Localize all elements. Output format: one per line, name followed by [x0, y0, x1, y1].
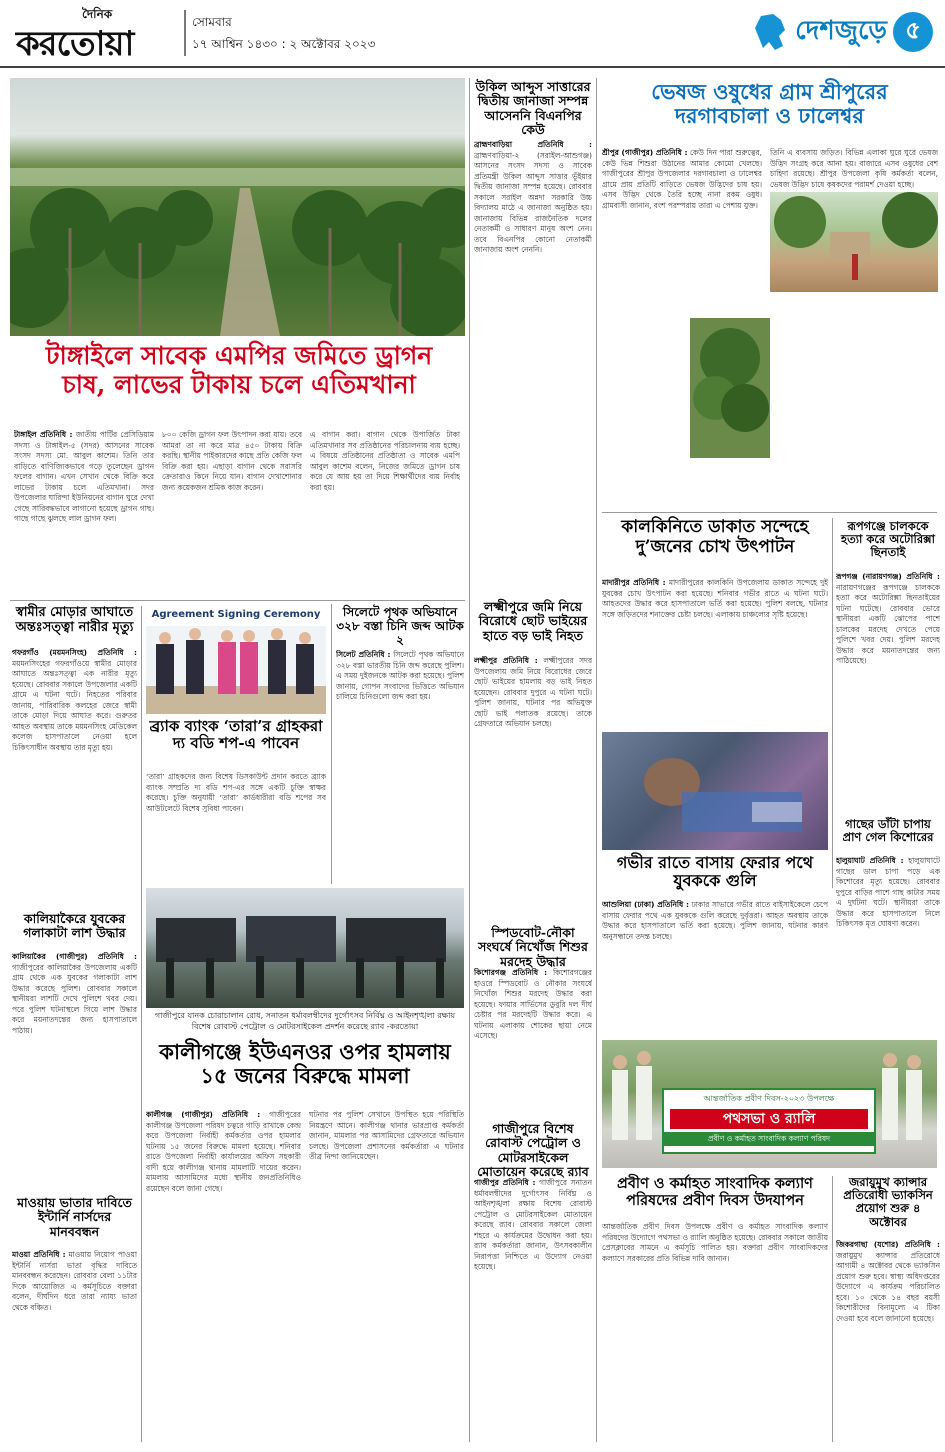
kaliakoir-byline: কালিয়াকৈর (গাজীপুর) প্রতিনিধি : [12, 952, 137, 961]
maoa-text: মাওয়ায় নিয়োগ পাওয়া ইন্টার্নি নার্সরা ভাতা বৃদ্ধির দাবিতে মানববন্ধন করেছেন। রোববার বেলা ১১টার দিকে আয়োজিত এ কর্মসূচিতে বক্তারা বলেন, দীর্ঘদিন ধরে তারা ন্যায্য ভাতা থেকে বঞ্চিত। [12, 1250, 137, 1312]
rally-banner-occasion: আন্তর্জাতিক প্রবীণ দিবস-২০২৩ উপলক্ষে [703, 1094, 835, 1103]
logo-title: করতোয়া [16, 24, 134, 64]
tree-text: হালুয়াঘাটে গাছের ডাল চাপা পড়ে এক কিশোরের মৃত্যু হয়েছে। রোববার দুপুরে বাড়ির পাশে গাছ কাটার সময় এ দুর্ঘটনা ঘটে। স্থানীয়রা তাকে উদ্ধার করে হাসপাতালে নিলে চিকিৎসক মৃত ঘোষণা করেন। [836, 856, 940, 928]
page-number: ৫ [893, 12, 933, 52]
tree-body [836, 856, 940, 1036]
rupganj-text: নারায়ণগঞ্জের রূপগঞ্জে চালককে হত্যা করে অটোরিক্সা ছিনতাইয়ের ঘটনা ঘটেছে। রোববার ভোরে স্থানীয়রা একটি ঝোপের পাশে চালকের মরদেহ দেখতে পেয়ে পুলিশে খবর দেয়। পুলিশ মরদেহ উদ্ধার করে ময়নাতদন্তের জন্য পাঠিয়েছে। [836, 582, 940, 665]
section-header [753, 10, 933, 54]
cancer-text: জরায়ুমুখ ক্যান্সার প্রতিরোধে আগামী ৪ অক্টোবর থেকে ভ্যাকসিন প্রয়োগ শুরু হবে। স্বাস্থ্য অধিদপ্তরের উদ্যোগে এ কার্যক্রম পরিচালিত হবে। ১০ থেকে ১৪ বছর বয়সী কিশোরীদের বিনামূল্যে এ টিকা দেওয়া হবে বলে জানানো হয়েছে। [836, 1250, 940, 1323]
divider [602, 512, 937, 513]
uzil-body [474, 140, 592, 592]
dragon-headline: টাঙ্গাইলে সাবেক এমপির জমিতে ড্রাগন চাষ, লাভের টাকায় চলে এতিমখানা [45, 341, 433, 399]
tree-headline: গাছের ডাঁটা চাপায় প্রাণ গেল কিশোরের [842, 817, 934, 845]
kaliakoir-text: গাজীপুরের কালিয়াকৈর উপজেলায় একটি গ্রাম থেকে এক যুবকের গলাকাটা লাশ উদ্ধার করেছে পুলিশ। রোববার সকালে স্থানীয়রা লাশটি দেখে পুলিশে খবর দেয়। পরে পুলিশ ঘটনাস্থলে গিয়ে লাশ উদ্ধার করে ময়নাতদন্তের জন্য হাসপাতালে পাঠায়। [12, 962, 137, 1035]
dragon-fruit-orchard-photo [10, 78, 465, 336]
rupganj-byline: রূপগঞ্জ (নারায়ণগঞ্জ) প্রতিনিধি : [836, 572, 940, 581]
bangladesh-map-icon [753, 12, 789, 52]
dragon-body-col3: এ বাগান করা। বাগান থেকে উপার্জিত টাকা এতিমখানার সব প্রতিষ্ঠানের পরিচালনায় ব্যয় হচ্ছে। এ বিষয়ে প্রতিষ্ঠানের প্রতিষ্ঠাতা ও সাবেক এমপি আবুল কাশেম বলেন, নিজের জমিতে ড্রাগন চাষ করে যে আয় হয় তা দিয়ে শিক্ষার্থীদের ব্যয় নির্বাহ করা হয়। [310, 430, 460, 492]
plant-illustration [690, 318, 770, 458]
uzil-byline: ব্রাহ্মণবাড়িয়া প্রতিনিধি : [474, 140, 592, 149]
divider [469, 78, 470, 1442]
rupganj-headline: রূপগঞ্জে চালককে হত্যা করে অটোরিক্সা ছিনতাই [841, 519, 935, 560]
rab-caption-text: গাজীপুরে যানক চোরাচালান রোধ, সনাতন ধর্মাবলম্বীদের দুর্গোৎসব নির্বিঘ্ন ও আইনশৃঙ্খলা রক্ষায় বিশেষ রোবাস্ট পেট্রোল ও মোটরসাইকেল প্রদর্শন করেছে র‌্যাব [154, 1011, 456, 1031]
sreepur-headline: ভেষজ ওষুধের গ্রাম শ্রীপুরের দরগাবচালা ও ঢালেশ্বর [651, 79, 888, 129]
speedboat-headline: স্পিডবোট-নৌকা সংঘর্ষে নিখোঁজ শিশুর মরদেহ উদ্ধার [478, 925, 588, 969]
rally-banner [662, 1088, 876, 1154]
laxmipur-headline: লক্ষ্মীপুরে জমি নিয়ে বিরোধে ছোট ভাইয়ের হাতে বড় ভাই নিহত [478, 599, 588, 643]
divider [832, 1176, 833, 1442]
tree-byline: হালুয়াঘাট প্রতিনিধি : [836, 856, 904, 865]
laxmipur-body [474, 656, 592, 920]
sylhet-body [336, 650, 464, 884]
rab-body [474, 1178, 592, 1442]
newspaper-logo [10, 4, 180, 62]
bullet-byline: আশুলিয়া (ঢাকা) প্রতিনিধি : [602, 900, 689, 909]
journalist-body: আন্তর্জাতিক প্রবীণ দিবস উপলক্ষে প্রবীণ ও কর্মাহত সাংবাদিক কল্যাণ পরিষদের উদ্যোগে পথসভা ও র‍্যালি অনুষ্ঠিত হয়েছে। রোববার সকালে জাতীয় প্রেসক্লাবের সামনে এ কর্মসূচি পালিত হয়। বক্তারা প্রবীণ সাংবাদিকদের কল্যাণে সরকারের প্রতি বিভিন্ন দাবি জানান। [602, 1222, 828, 1263]
maoa-headline: মাওয়ায় ভাতার দাবিতে ইন্টার্নি নার্সদের মানববন্ধন [17, 1195, 132, 1239]
masthead-divider [184, 10, 186, 56]
divider [141, 606, 142, 1442]
kalkini-text: মাদারীপুরের কালকিনি উপজেলায় ডাকাত সন্দেহে দুই যুবকের চোখ উৎপাটন করা হয়েছে। শনিবার গভীর রাতে এ ঘটনা ঘটে। আহতদের উদ্ধার করে হাসপাতালে ভর্তি করা হয়েছে। পুলিশ বলছে, ঘটনার সঙ্গে জড়িতদের শনাক্তের চেষ্টা চলছে। এলাকায় চাঞ্চল্যের সৃষ্টি হয়েছে। [602, 578, 828, 619]
sreepur-byline: শ্রীপুর (গাজীপুর) প্রতিনিধি : [602, 148, 688, 157]
dragon-text-1: জাতীয় পার্টির প্রেসিডিয়াম সদস্য ও টাঙ্গাইল-৫ (সদর) আসনের সাবেক সংসদ সদস্য মো. আবুল কাশেম। তিনি তার বাড়িতে বাণিজ্যিকভাবে গড়ে তুলেছেন ড্রাগন ফলের বাগান। এখন সেখান থেকে বিক্রি করে লাভের টাকায় চলে এতিমখানা। সদর উপজেলার ঘারিন্দা ইউনিয়নের বাগান ঘুরে দেখা গেছে সারিবদ্ধভাবে লাগানো হয়েছে ড্রাগন গাছ। গাছে গাছে ঝুলছে লাল ড্রাগন ফল। [14, 430, 154, 523]
rupganj-body [836, 572, 940, 812]
village-illustration [770, 192, 938, 292]
bullet-body [602, 900, 828, 1036]
divider [832, 518, 833, 888]
herb-plant-photo [690, 318, 770, 458]
rally-banner-title: পথসভা ও র‍্যালি [670, 1109, 868, 1129]
sreepur-body-col2: তিনি এ ব্যবসায় জড়িত। বিভিন্ন এলাকা ঘুরে ঘুরে ভেষজ উদ্ভিদ সংগ্রহ করে আনা হয়। বাজারে এসব ওষুধের বেশ চাহিদা রয়েছে। শ্রীপুর উপজেলা কৃষি কর্মকর্তা বলেন, ভেষজ উদ্ভিদ চাষে কৃষকদের পরামর্শ দেওয়া হচ্ছে। [770, 148, 938, 188]
brac-headline: ব্র্যাক ব্যাংক ‘তারা’র গ্রাহকরা দ্য বডি শপ-এ পাবেন [149, 717, 323, 753]
maoa-byline: মাওয়া প্রতিনিধি : [12, 1250, 66, 1259]
kaliakoir-body [12, 952, 137, 1192]
sylhet-byline: সিলেট প্রতিনিধি : [336, 650, 391, 659]
maoa-body [12, 1250, 137, 1440]
uzil-text: ব্রাহ্মণবাড়িয়া-২ (সরাইল-আশুগঞ্জ) আসনের সংসদ সদস্য ও সাবেক প্রতিমন্ত্রী উকিল আব্দুস সাত্তার ভূঁইয়ার দ্বিতীয় জানাজা সম্পন্ন হয়েছে। রোববার সকালে সরাইল অন্নদা সরকারি উচ্চ বিদ্যালয় মাঠে এ জানাজা অনুষ্ঠিত হয়। জানাজায় বিভিন্ন রাজনৈতিক দলের নেতাকর্মী ও সাধারণ মানুষ অংশ নেন। তবে বিএনপির কোনো নেতাকর্মী জানাজায় অংশ নেননি। [474, 150, 592, 254]
rab-photo-caption [146, 1010, 464, 1032]
kalkini-byline: মাদারীপুর প্রতিনিধি : [602, 578, 666, 587]
orchard-illustration [10, 78, 465, 336]
rab-vehicles-illustration [146, 888, 464, 1008]
speedboat-text: কিশোরগঞ্জের হাওরে স্পিডবোট ও নৌকার সংঘর্ষে নিখোঁজ শিশুর মরদেহ উদ্ধার করা হয়েছে। ফায়ার সার্ভিসের ডুবুরি দল দীর্ঘ চেষ্টার পর মরদেহটি উদ্ধার করে। এ ঘটনায় এলাকায় শোকের ছায়া নেমে এসেছে। [474, 968, 592, 1040]
bullet-text: ঢাকার সাভারে গভীর রাতে বাইসাইকেলে চেপে বাসায় ফেরার পথে এক যুবককে গুলি করেছে দুর্বৃত্তরা। আহত অবস্থায় তাকে উদ্ধার করে হাসপাতালে ভর্তি করা হয়েছে। পুলিশ জানায়, ঘটনার কারণ অনুসন্ধানে তদন্ত চলছে। [602, 900, 828, 941]
speedboat-byline: কিশোরগঞ্জ প্রতিনিধি : [474, 968, 548, 977]
issue-day: সোমবার [192, 15, 232, 29]
kalkini-headline: কালকিনিতে ডাকাত সন্দেহে দু’জনের চোখ উৎপাটন [621, 517, 809, 557]
kalkini-body [602, 578, 828, 728]
kaliganj-text-1: গাজীপুরের কালীগঞ্জ উপজেলা পরিষদ চত্বরে গাড়ি রাখাকে কেন্দ্র করে উপজেলা নির্বাহী কর্মকর্তার ওপর হামলার ঘটনায় ১৫ জনের বিরুদ্ধে মামলা হয়েছে। শনিবার রাতে উপজেলা নির্বাহী কার্যালয়ের অফিস সহকারী বাদী হয়ে কালীগঞ্জ থানায় মামলাটি দায়ের করেন। মামলায় আসামিদের মধ্যে স্থানীয় জনপ্রতিনিধিও রয়েছেন বলে জানা গেছে। [146, 1110, 301, 1193]
agreement-banner: Agreement Signing Ceremony [146, 604, 326, 626]
speedboat-body [474, 968, 592, 1118]
rab-patrol-photo [146, 888, 464, 1008]
mother-text: ময়মনসিংহের গফরগাঁওয়ে স্বামীর মোড়ার আঘাতে অন্তঃসত্ত্বা এক নারীর মৃত্যু হয়েছে। রোববার সকালে উপজেলার একটি গ্রামে এ ঘটনা ঘটে। নিহতের পরিবার জানায়, পারিবারিক কলহের জেরে স্বামী তাকে মোড়া দিয়ে আঘাত করে। গুরুতর আহত অবস্থায় তাকে ময়মনসিংহ মেডিকেল কলেজ হাসপাতালে নেওয়া হলে চিকিৎসাধীন অবস্থায় তার মৃত্যু হয়। [12, 658, 137, 752]
kaliakoir-headline: কালিয়াকৈরে যুবকের গলাকাটা লাশ উদ্ধার [23, 911, 126, 941]
divider [331, 604, 332, 884]
divider [10, 600, 465, 601]
brac-agreement-photo [146, 604, 326, 714]
issue-date: ১৭ আশ্বিন ১৪৩০ : ২ অক্টোবর ২০২৩ [192, 37, 376, 51]
kaliganj-byline: কালীগঞ্জ (গাজীপুর) প্রতিনিধি : [146, 1110, 261, 1119]
dragon-body-col1 [14, 430, 154, 598]
hospital-bed-illustration [602, 732, 828, 850]
laxmipur-text: লক্ষ্মীপুরের সদর উপজেলায় জমি নিয়ে বিরোধের জেরে ছোট ভাইয়ের হামলায় বড় ভাই নিহত হয়েছেন। রোববার দুপুরে এ ঘটনা ঘটে। পুলিশ জানায়, ঘটনার পর অভিযুক্ত ছোট ভাই পলাতক রয়েছে। তাকে গ্রেফতারে অভিযান চলছে। [474, 656, 592, 728]
mother-headline: স্বামীর মোড়ার আঘাতে অন্তঃসত্ত্বা নারীর মৃত্যু [15, 605, 134, 635]
bullet-headline: গভীর রাতে বাসায় ফেরার পথে যুবককে গুলি [616, 853, 814, 891]
uzil-headline: উকিল আব্দুস সাত্তারের দ্বিতীয় জানাজা সম্পন্ন আসেননি বিএনপির কেউ [475, 79, 591, 138]
brac-body: ‘তারা’ গ্রাহকদের জন্য বিশেষ ডিসকাউন্ট প্রদান করতে ব্র্যাক ব্যাংক সম্প্রতি দ্য বডি শপ-এর সঙ্গে একটি চুক্তি স্বাক্ষর করেছে। চুক্তি অনুযায়ী ‘তারা’ কার্ডধারীরা বডি শপের সব আউটলেটে বিশেষ সুবিধা পাবেন। [146, 772, 326, 813]
injured-man-photo [602, 732, 828, 850]
rab-headline: গাজীপুরে বিশেষ রোবাস্ট পেট্রোল ও মোটরসাইকেল মোতায়েন করেছে র‌্যাব [477, 1121, 589, 1180]
cancer-body [836, 1240, 940, 1442]
kaliganj-body-col1 [146, 1110, 301, 1442]
sylhet-text: সিলেটে পৃথক অভিযানে ৩২৮ বস্তা ভারতীয় চিনি জব্দ করেছে পুলিশ। এ সময় দুইজনকে আটক করা হয়েছে। পুলিশ জানায়, গোপন সংবাদের ভিত্তিতে অভিযান চালিয়ে চিনিগুলো জব্দ করা হয়। [336, 650, 464, 701]
section-title: দেশজুড়ে [795, 16, 887, 46]
sreepur-village-photo [770, 192, 938, 292]
rally-banner-org: প্রবীণ ও কর্মাহত সাংবাদিক কল্যাণ পরিষদ [664, 1132, 874, 1146]
journalist-headline: প্রবীণ ও কর্মাহত সাংবাদিক কল্যাণ পরিষদের প্রবীণ দিবস উদযাপন [617, 1175, 813, 1209]
divider [596, 78, 597, 1442]
rab-caption-credit: -করতোয়া [386, 1022, 419, 1031]
dragon-byline: টাঙ্গাইল প্রতিনিধি : [14, 430, 73, 439]
mother-body [12, 648, 137, 908]
mother-byline: গফরগাঁও (ময়মনসিংহ) প্রতিনিধি : [12, 648, 137, 657]
dragon-body-col2: ৮০০ কেজি ড্রাগন ফল উৎপাদন করা যায়। তবে আমরা তা না করে মাত্র ৪৫০ টাকায় বিক্রি করছি। স্থানীয় পাইকারদের কাছে প্রতি কেজি ফল বিক্রি করা হয়। এছাড়া বাগান থেকে সরাসরি ক্রেতারাও কিনে নিয়ে যান। বাগান দেখাশোনার জন্য কয়েকজন শ্রমিক কাজ করেন। [162, 430, 302, 492]
logo-prefix: দৈনিক [82, 7, 113, 21]
masthead [0, 0, 945, 68]
rab-byline: গাজীপুর প্রতিনিধি : [474, 1178, 536, 1187]
signing-people-illustration [146, 626, 326, 714]
rab-text: গাজীপুরে সনাতন ধর্মাবলম্বীদের দুর্গোৎসব নির্বিঘ্ন ও আইনশৃঙ্খলা রক্ষায় বিশেষ রোবাস্ট পেট্রোল ও মোটরসাইকেল মোতায়েন করেছে র‌্যাব। রোববার সকালে জেলা শহরে এ কার্যক্রমের উদ্বোধন করা হয়। র‌্যাব কর্মকর্তারা জানান, উৎসবকালীন নিরাপত্তা নিশ্চিতে এ উদ্যোগ নেওয়া হয়েছে। [474, 1178, 592, 1271]
kaliganj-body-col2: ঘটনার পর পুলিশ সেখানে উপস্থিত হয়ে পরিস্থিতি নিয়ন্ত্রণে আনে। কালীগঞ্জ থানার ভারপ্রাপ্ত কর্মকর্তা জানান, মামলার পর আসামিদের গ্রেফতারে অভিযান চলছে। উপজেলা প্রশাসনের কর্মকর্তারা এ ঘটনার তীব্র নিন্দা জানিয়েছেন। [309, 1110, 464, 1161]
laxmipur-byline: লক্ষ্মীপুর প্রতিনিধি : [474, 656, 538, 665]
sreepur-text-1: কেউ দিন পারা শুরুত্বের, কেউ ভিন্ন শিশুরা উঠানের আমার কোমো খেলছে। গাজীপুরের শ্রীপুর উপজেলার দরগাবচালা ও ঢালেশ্বর গ্রামে প্রায় প্রতিটি বাড়িতে ভেষজ উদ্ভিদের চাষ হয়। এসব উদ্ভিদ থেকে তৈরি হচ্ছে নানা রকম ওষুধ। গ্রামবাসী জানান, বংশ পরম্পরায় তারা এ পেশায় যুক্ত। [602, 148, 762, 210]
cancer-headline: জরায়ুমুখ ক্যান্সার প্রতিরোধী ভ্যাকসিন প্রয়োগ শুরু ৪ অক্টোবর [843, 1175, 933, 1229]
kaliganj-headline: কালীগঞ্জে ইউএনওর ওপর হামলায় ১৫ জনের বিরুদ্ধে মামলা [159, 1039, 451, 1089]
cancer-byline: জিকরগাছা (যশোর) প্রতিনিধি : [836, 1240, 940, 1249]
sylhet-headline: সিলেটে পৃথক অভিযানে ৩২৮ বস্তা চিনি জব্দ আটক ২ [336, 605, 464, 647]
journalist-rally-photo [602, 1040, 937, 1168]
